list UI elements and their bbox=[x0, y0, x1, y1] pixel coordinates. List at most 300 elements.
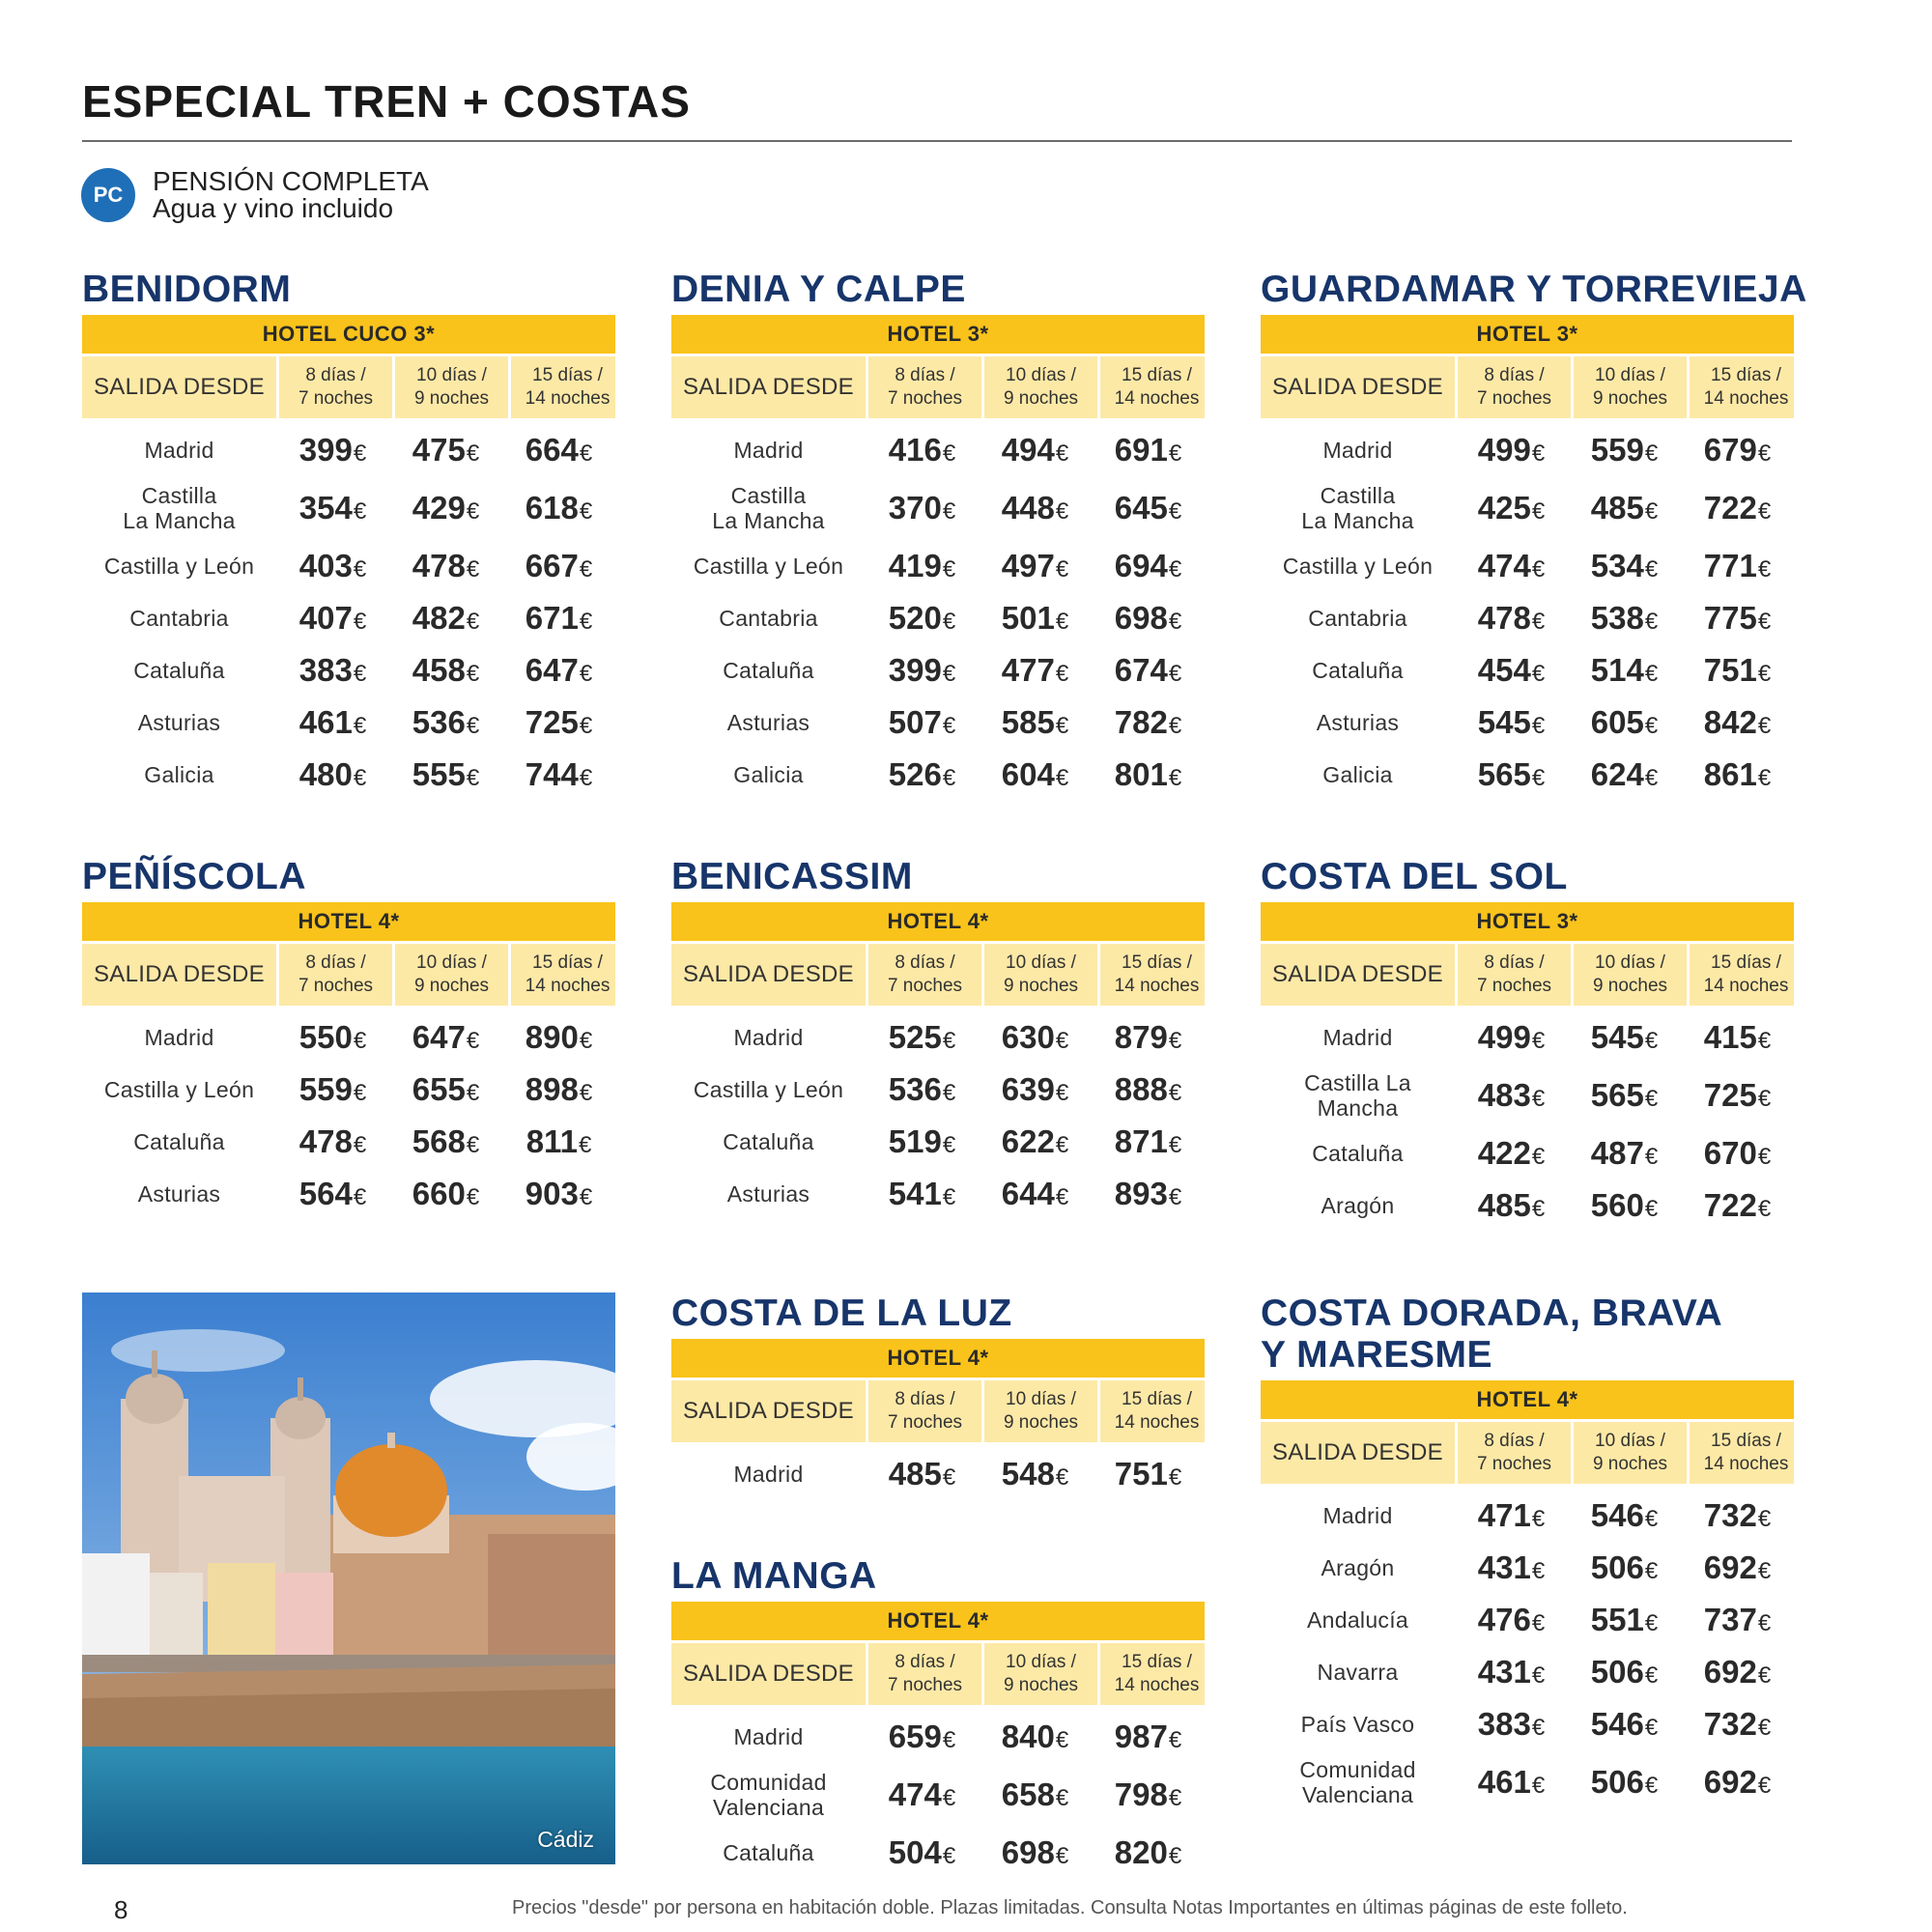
table-row bbox=[82, 749, 615, 801]
origin-city-line: Castilla La bbox=[1304, 1070, 1411, 1095]
origin-city-line: Cataluña bbox=[133, 1129, 225, 1154]
header-salida-label: SALIDA DESDE bbox=[93, 374, 265, 400]
price-value: 694 bbox=[1114, 548, 1168, 583]
euro-sign: € bbox=[942, 1727, 956, 1753]
page-number: 8 bbox=[114, 1895, 128, 1924]
euro-sign: € bbox=[1055, 1464, 1069, 1491]
price-value: 893 bbox=[1114, 1176, 1168, 1211]
price-cell bbox=[1681, 1549, 1794, 1586]
header-10-dias-line2: 9 noches bbox=[1592, 388, 1668, 409]
euro-sign: € bbox=[1168, 1843, 1182, 1869]
header-10-dias bbox=[392, 944, 508, 1006]
euro-sign: € bbox=[1531, 1773, 1546, 1799]
price-value: 811 bbox=[526, 1123, 578, 1159]
price-value: 801 bbox=[1114, 756, 1168, 792]
euro-sign: € bbox=[1757, 1086, 1772, 1112]
origin-city bbox=[82, 762, 276, 787]
price-value: 585 bbox=[1001, 704, 1055, 740]
hotel-category-bar: HOTEL 3* bbox=[671, 315, 1205, 354]
header-salida-label: SALIDA DESDE bbox=[93, 961, 265, 987]
origin-city bbox=[1261, 1193, 1455, 1218]
price-value: 732 bbox=[1703, 1706, 1757, 1742]
header-15-dias bbox=[508, 356, 624, 418]
euro-sign: € bbox=[1757, 1715, 1772, 1741]
origin-city bbox=[671, 710, 866, 735]
price-value: 820 bbox=[1114, 1834, 1168, 1870]
price-cell bbox=[1681, 756, 1794, 793]
price-value: 744 bbox=[525, 756, 579, 792]
header-15-dias-line1: 15 días / bbox=[1711, 1431, 1781, 1451]
origin-city-line: Asturias bbox=[137, 1181, 221, 1207]
header-10-dias-line1: 10 días / bbox=[1595, 1431, 1665, 1451]
price-cell bbox=[866, 704, 979, 741]
price-table-body bbox=[1261, 1490, 1794, 1814]
price-value: 987 bbox=[1114, 1719, 1168, 1754]
table-row bbox=[82, 1011, 615, 1064]
euro-sign: € bbox=[1168, 609, 1182, 635]
price-value: 475 bbox=[412, 432, 466, 468]
origin-city-line: Madrid bbox=[144, 438, 214, 463]
euro-sign: € bbox=[942, 713, 956, 739]
origin-city-line: Comunidad bbox=[710, 1770, 827, 1795]
price-cell bbox=[1568, 432, 1681, 469]
price-cell bbox=[276, 652, 389, 689]
euro-sign: € bbox=[1644, 661, 1659, 687]
euro-sign: € bbox=[1055, 440, 1069, 467]
price-value: 506 bbox=[1590, 1764, 1644, 1800]
table-row bbox=[82, 1168, 615, 1220]
table-header-row bbox=[82, 944, 615, 1006]
price-value: 497 bbox=[1001, 548, 1055, 583]
price-cell bbox=[1681, 652, 1794, 689]
price-value: 879 bbox=[1114, 1019, 1168, 1055]
price-value: 644 bbox=[1001, 1176, 1055, 1211]
price-cell bbox=[1455, 490, 1568, 526]
euro-sign: € bbox=[579, 713, 593, 739]
euro-sign: € bbox=[466, 440, 480, 467]
euro-sign: € bbox=[1531, 498, 1546, 525]
euro-sign: € bbox=[1644, 609, 1659, 635]
price-value: 840 bbox=[1001, 1719, 1055, 1754]
header-salida-desde bbox=[671, 944, 866, 1006]
header-8-dias bbox=[866, 356, 981, 418]
price-value: 419 bbox=[888, 548, 942, 583]
price-value: 485 bbox=[1590, 490, 1644, 526]
price-cell bbox=[502, 548, 615, 584]
price-cell bbox=[389, 1123, 502, 1160]
origin-city-line: Madrid bbox=[1322, 1025, 1393, 1050]
price-cell bbox=[1455, 1549, 1568, 1586]
destination-block bbox=[1261, 269, 1807, 801]
price-cell bbox=[502, 432, 615, 469]
price-cell bbox=[1455, 1654, 1568, 1690]
header-10-dias-line2: 9 noches bbox=[1003, 1412, 1079, 1433]
price-value: 526 bbox=[888, 756, 942, 792]
header-salida-desde bbox=[1261, 944, 1455, 1006]
price-value: 461 bbox=[1477, 1764, 1531, 1800]
table-row bbox=[671, 540, 1205, 592]
price-value: 842 bbox=[1703, 704, 1757, 740]
price-value: 782 bbox=[1114, 704, 1168, 740]
origin-city-line: Valenciana bbox=[712, 1795, 825, 1820]
hotel-category-bar: HOTEL 3* bbox=[1261, 315, 1794, 354]
price-value: 630 bbox=[1001, 1019, 1055, 1055]
euro-sign: € bbox=[1531, 1506, 1546, 1532]
origin-city-line: La Mancha bbox=[123, 508, 236, 533]
origin-city bbox=[671, 438, 866, 463]
euro-sign: € bbox=[353, 661, 367, 687]
euro-sign: € bbox=[1644, 1028, 1659, 1054]
price-value: 751 bbox=[1703, 652, 1757, 688]
price-value: 458 bbox=[412, 652, 466, 688]
price-cell bbox=[1092, 1719, 1205, 1755]
origin-city bbox=[82, 1077, 276, 1102]
header-15-dias-line2: 14 noches bbox=[1114, 1412, 1200, 1433]
origin-city bbox=[1261, 438, 1455, 463]
price-value: 514 bbox=[1590, 652, 1644, 688]
photo-caption: Cádiz bbox=[537, 1827, 594, 1852]
price-cell bbox=[276, 1019, 389, 1056]
price-cell bbox=[1568, 1019, 1681, 1056]
price-cell bbox=[389, 548, 502, 584]
origin-city-line: La Mancha bbox=[1301, 508, 1414, 533]
hotel-category-bar: HOTEL 4* bbox=[671, 1339, 1205, 1378]
euro-sign: € bbox=[1055, 556, 1069, 582]
euro-sign: € bbox=[466, 1132, 480, 1158]
price-cell bbox=[1092, 1776, 1205, 1813]
origin-city bbox=[1261, 1555, 1455, 1580]
price-value: 485 bbox=[888, 1456, 942, 1492]
origin-city bbox=[1261, 1070, 1455, 1121]
origin-city-line: Castilla bbox=[141, 483, 217, 508]
header-salida-desde bbox=[82, 356, 276, 418]
header-8-dias-line1: 8 días / bbox=[305, 365, 366, 385]
header-10-dias-line2: 9 noches bbox=[1592, 1454, 1668, 1474]
price-cell bbox=[1092, 548, 1205, 584]
origin-city bbox=[1261, 710, 1455, 735]
euro-sign: € bbox=[1531, 765, 1546, 791]
destination-title-line: Y MARESME bbox=[1261, 1334, 1492, 1376]
price-table-body bbox=[671, 1711, 1205, 1879]
euro-sign: € bbox=[1055, 661, 1069, 687]
price-value: 471 bbox=[1477, 1497, 1531, 1533]
origin-city-line: Madrid bbox=[733, 1462, 804, 1487]
destination-title bbox=[1261, 269, 1807, 310]
destination-title-line: LA MANGA bbox=[671, 1555, 877, 1597]
price-value: 354 bbox=[298, 490, 353, 526]
price-cell bbox=[1681, 1135, 1794, 1172]
price-cell bbox=[1092, 432, 1205, 469]
price-value: 560 bbox=[1590, 1187, 1644, 1223]
price-cell bbox=[1681, 600, 1794, 637]
pc-circle-badge-icon: PC bbox=[81, 168, 135, 222]
origin-city bbox=[82, 1129, 276, 1154]
table-header-row bbox=[671, 944, 1205, 1006]
euro-sign: € bbox=[1055, 1785, 1069, 1811]
origin-city bbox=[82, 658, 276, 683]
euro-sign: € bbox=[466, 765, 480, 791]
price-value: 604 bbox=[1001, 756, 1055, 792]
euro-sign: € bbox=[942, 1184, 956, 1210]
euro-sign: € bbox=[1644, 1715, 1659, 1741]
header-15-dias bbox=[508, 944, 624, 1006]
euro-sign: € bbox=[353, 765, 367, 791]
header-8-dias bbox=[866, 1380, 981, 1442]
euro-sign: € bbox=[1644, 440, 1659, 467]
origin-city bbox=[671, 1129, 866, 1154]
header-salida-label: SALIDA DESDE bbox=[682, 1661, 854, 1687]
price-cell bbox=[1092, 652, 1205, 689]
price-cell bbox=[866, 1456, 979, 1492]
table-row bbox=[1261, 1064, 1794, 1127]
price-cell bbox=[502, 1019, 615, 1056]
price-cell bbox=[1681, 490, 1794, 526]
price-cell bbox=[979, 704, 1092, 741]
euro-sign: € bbox=[1168, 556, 1182, 582]
euro-sign: € bbox=[942, 1464, 956, 1491]
table-row bbox=[1261, 424, 1794, 476]
price-cell bbox=[1568, 600, 1681, 637]
table-row bbox=[1261, 1542, 1794, 1594]
origin-city bbox=[671, 1181, 866, 1207]
header-15-dias-line2: 14 noches bbox=[1703, 976, 1789, 996]
euro-sign: € bbox=[579, 1028, 593, 1054]
price-cell bbox=[1092, 1019, 1205, 1056]
origin-city-line: Cataluña bbox=[723, 658, 814, 683]
table-row bbox=[671, 1011, 1205, 1064]
euro-sign: € bbox=[1644, 1196, 1659, 1222]
header-15-dias-line1: 15 días / bbox=[532, 365, 603, 385]
header-15-dias bbox=[1687, 1422, 1803, 1484]
euro-sign: € bbox=[1531, 1086, 1546, 1112]
price-cell bbox=[866, 1176, 979, 1212]
hotel-category-bar: HOTEL 4* bbox=[82, 902, 615, 941]
euro-sign: € bbox=[1644, 765, 1659, 791]
price-cell bbox=[866, 1071, 979, 1108]
origin-city-line: Galicia bbox=[1322, 762, 1393, 787]
header-10-dias bbox=[981, 944, 1097, 1006]
origin-city bbox=[671, 1840, 866, 1865]
price-value: 541 bbox=[888, 1176, 942, 1211]
euro-sign: € bbox=[1531, 1028, 1546, 1054]
price-value: 692 bbox=[1703, 1654, 1757, 1690]
origin-city-line: Andalucía bbox=[1307, 1607, 1408, 1633]
price-cell bbox=[1568, 1077, 1681, 1114]
price-cell bbox=[389, 432, 502, 469]
origin-city-line: Mancha bbox=[1317, 1095, 1399, 1121]
euro-sign: € bbox=[1055, 1080, 1069, 1106]
table-row bbox=[1261, 1594, 1794, 1646]
euro-sign: € bbox=[1168, 765, 1182, 791]
board-type-note: Agua y vino incluido bbox=[153, 193, 394, 223]
euro-sign: € bbox=[1168, 1727, 1182, 1753]
table-row bbox=[671, 1711, 1205, 1763]
price-value: 737 bbox=[1703, 1602, 1757, 1637]
price-value: 551 bbox=[1590, 1602, 1644, 1637]
price-value: 898 bbox=[525, 1071, 579, 1107]
origin-city bbox=[82, 1181, 276, 1207]
origin-city-line: Madrid bbox=[1322, 438, 1393, 463]
price-cell bbox=[1681, 1654, 1794, 1690]
price-cell bbox=[1455, 704, 1568, 741]
price-value: 474 bbox=[888, 1776, 942, 1812]
price-cell bbox=[1681, 432, 1794, 469]
header-8-dias-line2: 7 noches bbox=[1476, 976, 1552, 996]
header-8-dias-line2: 7 noches bbox=[887, 1412, 963, 1433]
destination-block bbox=[671, 1555, 1205, 1879]
header-15-dias-line1: 15 días / bbox=[532, 952, 603, 973]
euro-sign: € bbox=[942, 1785, 956, 1811]
title-divider bbox=[82, 140, 1792, 142]
price-cell bbox=[276, 548, 389, 584]
destination-block bbox=[1261, 1293, 1794, 1814]
destination-title bbox=[82, 856, 615, 897]
origin-city bbox=[1261, 1607, 1455, 1633]
origin-city-line: Madrid bbox=[1322, 1503, 1393, 1528]
price-value: 659 bbox=[888, 1719, 942, 1754]
origin-city-line: Asturias bbox=[1316, 710, 1400, 735]
origin-city bbox=[671, 762, 866, 787]
destination-block bbox=[82, 856, 615, 1220]
price-value: 546 bbox=[1590, 1706, 1644, 1742]
header-10-dias-line1: 10 días / bbox=[1006, 1652, 1076, 1672]
origin-city bbox=[671, 1462, 866, 1487]
origin-city-line: Comunidad bbox=[1299, 1757, 1416, 1782]
euro-sign: € bbox=[1644, 1558, 1659, 1584]
price-cell bbox=[1092, 1071, 1205, 1108]
price-value: 645 bbox=[1114, 490, 1168, 526]
origin-city bbox=[1261, 1503, 1455, 1528]
price-value: 888 bbox=[1114, 1071, 1168, 1107]
price-value: 507 bbox=[888, 704, 942, 740]
euro-sign: € bbox=[1757, 1506, 1772, 1532]
euro-sign: € bbox=[579, 1080, 593, 1106]
price-cell bbox=[1455, 548, 1568, 584]
euro-sign: € bbox=[1531, 661, 1546, 687]
header-10-dias bbox=[1571, 1422, 1687, 1484]
origin-city bbox=[82, 438, 276, 463]
price-value: 565 bbox=[1590, 1077, 1644, 1113]
header-10-dias-line1: 10 días / bbox=[1006, 1389, 1076, 1409]
price-value: 506 bbox=[1590, 1549, 1644, 1585]
hotel-category-bar: HOTEL 3* bbox=[1261, 902, 1794, 941]
price-value: 674 bbox=[1114, 652, 1168, 688]
header-salida-label: SALIDA DESDE bbox=[682, 374, 854, 400]
header-8-dias bbox=[276, 944, 392, 1006]
header-8-dias-line1: 8 días / bbox=[895, 1389, 955, 1409]
table-row bbox=[671, 476, 1205, 540]
header-8-dias bbox=[866, 1643, 981, 1705]
euro-sign: € bbox=[466, 1028, 480, 1054]
price-value: 775 bbox=[1703, 600, 1757, 636]
price-value: 871 bbox=[1114, 1123, 1168, 1159]
price-value: 448 bbox=[1001, 490, 1055, 526]
euro-sign: € bbox=[579, 1184, 593, 1210]
origin-city bbox=[1261, 1660, 1455, 1685]
table-row bbox=[671, 592, 1205, 644]
table-row bbox=[1261, 644, 1794, 696]
destination-title-line: COSTA DORADA, BRAVA bbox=[1261, 1293, 1723, 1334]
origin-city-line: Valenciana bbox=[1301, 1782, 1414, 1807]
euro-sign: € bbox=[1644, 1773, 1659, 1799]
price-cell bbox=[502, 1123, 615, 1160]
price-cell bbox=[1092, 490, 1205, 526]
euro-sign: € bbox=[579, 609, 593, 635]
destination-title bbox=[671, 1555, 1205, 1597]
price-value: 536 bbox=[888, 1071, 942, 1107]
table-header-row bbox=[1261, 944, 1794, 1006]
header-8-dias-line1: 8 días / bbox=[895, 952, 955, 973]
table-row bbox=[82, 1064, 615, 1116]
euro-sign: € bbox=[1055, 1184, 1069, 1210]
price-cell bbox=[1568, 1497, 1681, 1534]
header-salida-label: SALIDA DESDE bbox=[1271, 374, 1443, 400]
price-cell bbox=[866, 1123, 979, 1160]
price-value: 499 bbox=[1477, 432, 1531, 468]
price-value: 667 bbox=[525, 548, 579, 583]
price-cell bbox=[1568, 704, 1681, 741]
price-value: 482 bbox=[412, 600, 466, 636]
price-cell bbox=[979, 1071, 1092, 1108]
origin-city-line: Galicia bbox=[733, 762, 804, 787]
euro-sign: € bbox=[353, 440, 367, 467]
price-cell bbox=[979, 1834, 1092, 1871]
hotel-category-bar: HOTEL 4* bbox=[671, 1602, 1205, 1640]
price-cell bbox=[1681, 1077, 1794, 1114]
euro-sign: € bbox=[466, 661, 480, 687]
header-8-dias-line1: 8 días / bbox=[1484, 365, 1545, 385]
header-8-dias-line1: 8 días / bbox=[895, 365, 955, 385]
origin-city-line: Cataluña bbox=[1312, 658, 1404, 683]
price-value: 416 bbox=[888, 432, 942, 468]
cadiz-cathedral-photo bbox=[82, 1293, 615, 1864]
euro-sign: € bbox=[1644, 713, 1659, 739]
price-value: 478 bbox=[412, 548, 466, 583]
euro-sign: € bbox=[353, 1132, 367, 1158]
header-10-dias bbox=[1571, 944, 1687, 1006]
price-value: 422 bbox=[1477, 1135, 1531, 1171]
price-table-body bbox=[82, 1011, 615, 1220]
euro-sign: € bbox=[1168, 1184, 1182, 1210]
header-15-dias-line2: 14 noches bbox=[1114, 388, 1200, 409]
board-type-label: PENSIÓN COMPLETA bbox=[153, 166, 429, 196]
euro-sign: € bbox=[942, 440, 956, 467]
price-cell bbox=[1092, 756, 1205, 793]
table-row bbox=[671, 644, 1205, 696]
price-value: 622 bbox=[1001, 1123, 1055, 1159]
price-value: 499 bbox=[1477, 1019, 1531, 1055]
price-cell bbox=[1092, 1834, 1205, 1871]
euro-sign: € bbox=[1757, 661, 1772, 687]
euro-sign: € bbox=[466, 713, 480, 739]
header-salida-label: SALIDA DESDE bbox=[682, 1398, 854, 1424]
price-value: 431 bbox=[1477, 1549, 1531, 1585]
euro-sign: € bbox=[579, 498, 593, 525]
header-8-dias-line1: 8 días / bbox=[1484, 952, 1545, 973]
price-value: 536 bbox=[412, 704, 466, 740]
price-value: 618 bbox=[525, 490, 579, 526]
price-value: 545 bbox=[1477, 704, 1531, 740]
price-cell bbox=[1568, 1602, 1681, 1638]
euro-sign: € bbox=[353, 1184, 367, 1210]
price-value: 568 bbox=[412, 1123, 466, 1159]
destination-title bbox=[1261, 1293, 1794, 1376]
destination-title-line: COSTA DEL SOL bbox=[1261, 856, 1568, 897]
header-15-dias-line2: 14 noches bbox=[525, 976, 611, 996]
euro-sign: € bbox=[1757, 440, 1772, 467]
euro-sign: € bbox=[1757, 765, 1772, 791]
price-cell bbox=[389, 1176, 502, 1212]
